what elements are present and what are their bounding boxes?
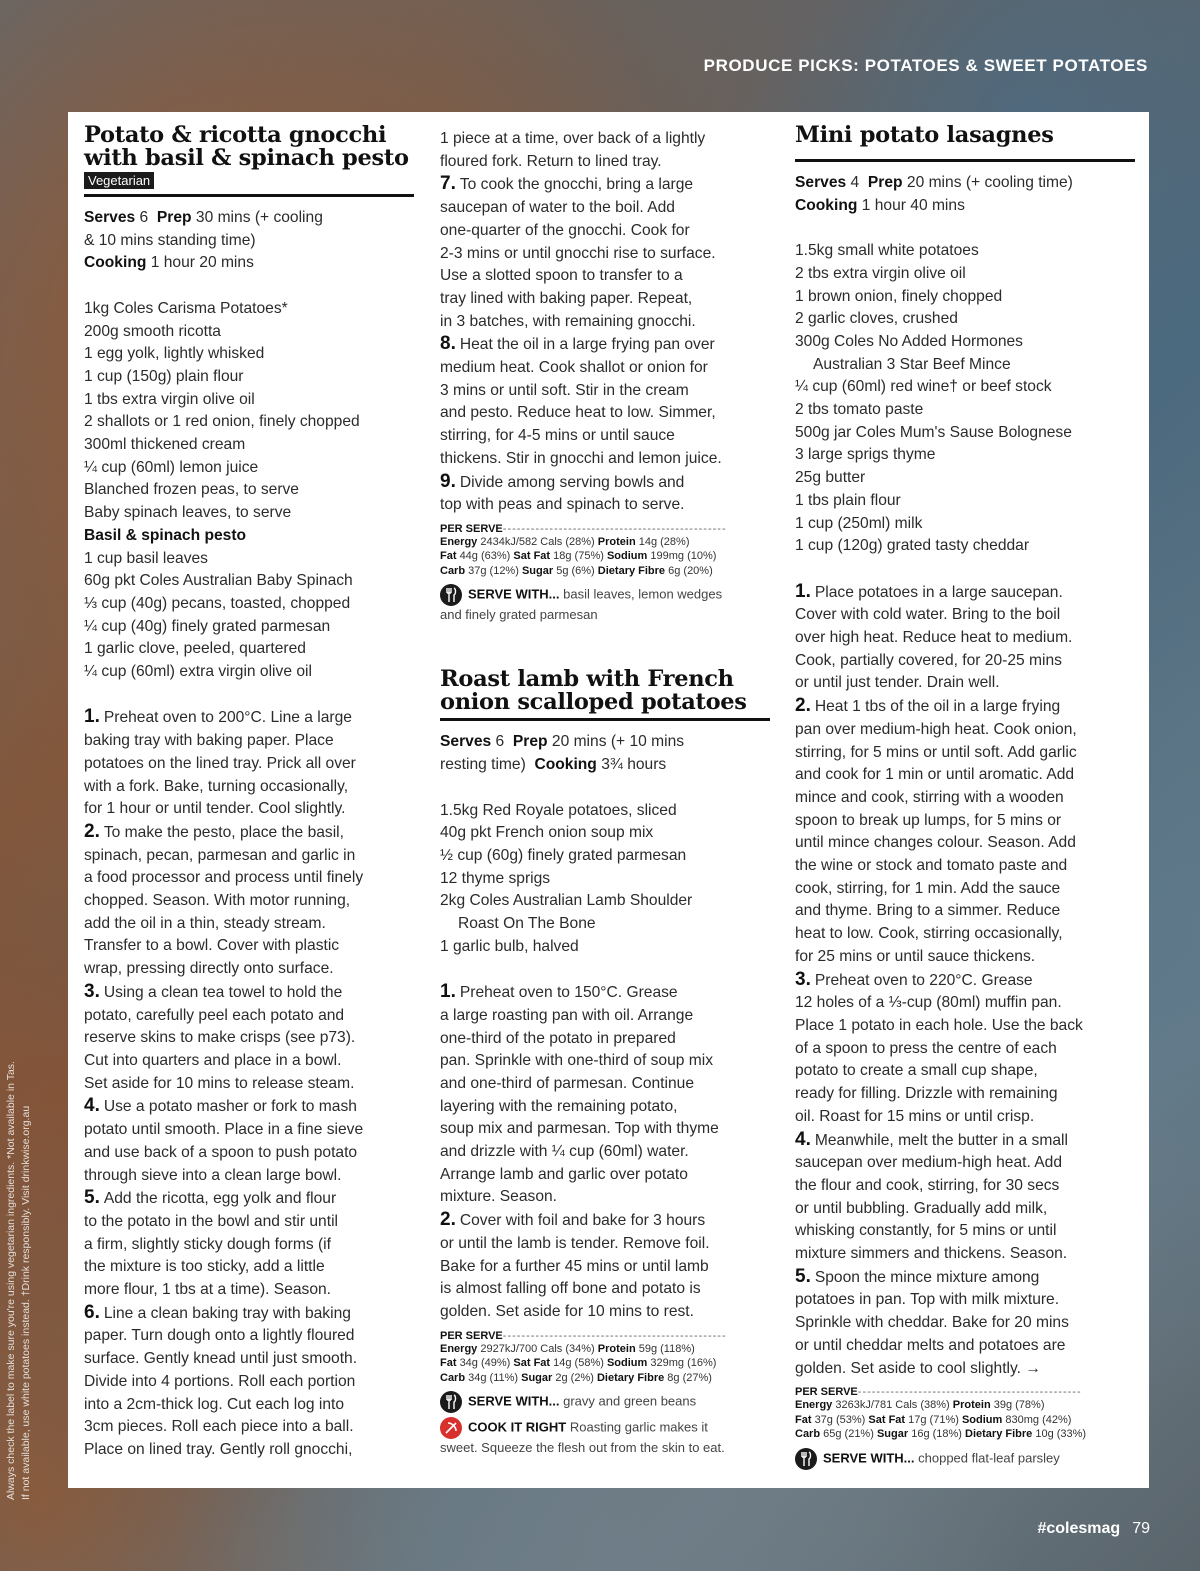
per-serve-heading: PER SERVE------------------------------------------------ <box>440 522 727 535</box>
recipe1-title <box>84 124 414 170</box>
method-line: 5. Add the ricotta, egg yolk and flour <box>84 1187 337 1209</box>
ingredient: 1 tbs plain flour <box>795 491 901 509</box>
ingredient: 1 cup (150g) plain flour <box>84 367 244 385</box>
method-line: baking tray with baking paper. Place <box>84 732 334 750</box>
method-line: 1. Preheat oven to 150°C. Grease <box>440 981 678 1003</box>
method-line: thickens. Stir in gnocchi and lemon juice. <box>440 449 722 467</box>
ingredient: 3 large sprigs thyme <box>795 446 936 464</box>
recipe3-serve-with: SERVE WITH... chopped flat-leaf parsley <box>795 1448 1135 1470</box>
method-line: potatoes on the lined tray. Prick all over <box>84 754 356 772</box>
ingredient: 25g butter <box>795 469 866 487</box>
method-line: mixture simmers and thickens. Season. <box>795 1245 1068 1263</box>
method-line: saucepan of water to the boil. Add <box>440 199 675 217</box>
method-line: 2. Heat 1 tbs of the oil in a large frying <box>795 695 1061 717</box>
ingredient: ¼ cup (60ml) lemon juice <box>84 458 259 476</box>
recipe2-nutrition <box>440 1330 770 1386</box>
side-footnote <box>4 900 34 1500</box>
side-footnote-line2: If not available, use white potatoes instead. †Drink responsibly. Visit drinkwise.org.au <box>20 1105 32 1500</box>
method-line: 1. Place potatoes in a large saucepan. <box>795 580 1063 602</box>
recipe2-meta-1: Serves 6 Prep 20 mins (+ 10 mins <box>440 733 685 751</box>
recipe3-title-rule <box>795 159 1135 162</box>
page-number: 79 <box>1132 1520 1150 1537</box>
recipe1-ingredients <box>84 298 414 684</box>
method-line: one-third of the potato in prepared <box>440 1029 676 1047</box>
method-line: the wine or stock and tomato paste and <box>795 857 1068 875</box>
method-line: pan over medium-high heat. Cook onion, <box>795 720 1077 738</box>
method-line: add the oil in a thin, steady stream. <box>84 914 326 932</box>
recipe1-title-line2: with basil & spinach pesto <box>84 145 409 171</box>
method-line: for 1 hour or until tender. Cool slightly. <box>84 800 346 818</box>
cook-it-right-icon <box>440 1417 462 1439</box>
nutrition-line: Carb 34g (11%) Sugar 2g (2%) Dietary Fibre 8g (27%) <box>440 1371 712 1384</box>
method-line: 8. Heat the oil in a large frying pan over <box>440 333 715 355</box>
method-line: potatoes in pan. Top with milk mixture. <box>795 1291 1060 1309</box>
recipe2-title-rule <box>440 718 770 721</box>
recipe3-ingredients <box>795 240 1135 558</box>
ingredient: Australian 3 Star Beef Mince <box>813 355 1011 373</box>
method-line: potato, carefully peel each potato and <box>84 1006 345 1024</box>
recipe1-nutrition <box>440 523 770 579</box>
method-line: 4. Meanwhile, melt the butter in a small <box>795 1128 1068 1150</box>
method-line: Cover with cold water. Bring to the boil <box>795 606 1061 624</box>
method-line: 6. Line a clean baking tray with baking <box>84 1301 351 1323</box>
method-line: Transfer to a bowl. Cover with plastic <box>84 937 340 955</box>
ingredient: 2 garlic cloves, crushed <box>795 310 958 328</box>
recipe2-method <box>440 981 770 1324</box>
page-footer <box>1037 1520 1150 1538</box>
method-line: 5. Spoon the mince mixture among <box>795 1265 1040 1287</box>
method-line: saucepan over medium-high heat. Add <box>795 1154 1062 1172</box>
method-line: or until just tender. Drain well. <box>795 674 1000 692</box>
method-line: or until the lamb is tender. Remove foil. <box>440 1234 710 1252</box>
method-line: pan. Sprinkle with one-third of soup mix <box>440 1052 714 1070</box>
method-line: stirring, for 4-5 mins or until sauce <box>440 427 675 445</box>
per-serve-heading: PER SERVE------------------------------------------------ <box>795 1386 1082 1399</box>
method-line: Cut into quarters and place in a bowl. <box>84 1051 342 1069</box>
nutrition-line: Carb 37g (12%) Sugar 5g (6%) Dietary Fibre 6g (20%) <box>440 564 713 577</box>
recipe1-title-rule <box>84 194 414 197</box>
recipe2-title <box>440 668 770 714</box>
ingredient: 1 egg yolk, lightly whisked <box>84 345 265 363</box>
method-line: is almost falling off bone and potato is <box>440 1280 701 1298</box>
method-line: 1 piece at a time, over back of a lightly <box>440 130 706 147</box>
ingredient: 2 tbs extra virgin olive oil <box>795 264 966 282</box>
ingredient: 40g pkt French onion soup mix <box>440 824 654 842</box>
method-line: 7. To cook the gnocchi, bring a large <box>440 173 694 195</box>
method-line: 12 holes of a ⅓-cup (80ml) muffin pan. <box>795 994 1062 1012</box>
pesto-heading: Basil & spinach pesto <box>84 526 247 544</box>
ingredient: 1.5kg small white potatoes <box>795 242 979 260</box>
method-line: paper. Turn dough onto a lightly floured <box>84 1327 355 1345</box>
recipe3-meta-1: Serves 4 Prep 20 mins (+ cooling time) <box>795 174 1073 191</box>
method-line: more flour, 1 tbs at a time). Season. <box>84 1281 332 1299</box>
ingredient: ¼ cup (40g) finely grated parmesan <box>84 617 331 635</box>
nutrition-line: Carb 65g (21%) Sugar 16g (18%) Dietary Fibre 10g (33%) <box>795 1428 1087 1441</box>
method-line: oil. Roast for 15 mins or until crisp. <box>795 1107 1035 1125</box>
method-line: Arrange lamb and garlic over potato <box>440 1165 688 1183</box>
method-line: soup mix and parmesan. Top with thyme <box>440 1120 719 1138</box>
column-1 <box>84 124 414 1462</box>
method-line: and use back of a spoon to push potato <box>84 1143 358 1161</box>
method-line: mixture. Season. <box>440 1188 558 1206</box>
method-line: 4. Use a potato masher or fork to mash <box>84 1095 357 1117</box>
method-line: golden. Set aside to cool slightly. → <box>795 1359 1041 1377</box>
method-line: Use a slotted spoon to transfer to a <box>440 267 683 285</box>
column-2 <box>440 128 770 1457</box>
ingredient: Baby spinach leaves, to serve <box>84 504 292 522</box>
ingredient: 1 garlic clove, peeled, quartered <box>84 640 306 658</box>
column-3 <box>795 124 1135 1470</box>
vegetarian-badge: Vegetarian <box>84 172 154 189</box>
method-line: 3 mins or until soft. Stir in the cream <box>440 381 689 399</box>
recipe2-title-line2: onion scalloped potatoes <box>440 689 747 716</box>
method-line: 3cm pieces. Roll each piece into a ball. <box>84 1418 354 1436</box>
method-line: with a fork. Bake, turning occasionally, <box>84 777 349 795</box>
method-line: wrap, pressing directly onto surface. <box>84 960 334 978</box>
method-line: spinach, pecan, parmesan and garlic in <box>84 846 356 864</box>
method-line: Sprinkle with cheddar. Bake for 20 mins <box>795 1314 1069 1332</box>
ingredient: 1kg Coles Carisma Potatoes* <box>84 299 288 317</box>
method-line: 2. Cover with foil and bake for 3 hours <box>440 1209 706 1231</box>
method-line: a large roasting pan with oil. Arrange <box>440 1006 694 1024</box>
recipe1-meta-3: Cooking 1 hour 20 mins <box>84 254 254 272</box>
ingredient: 1 tbs extra virgin olive oil <box>84 390 255 408</box>
ingredient: 2 shallots or 1 red onion, finely chopped <box>84 413 360 431</box>
method-line: cook, stirring, for 1 min. Add the sauce <box>795 879 1061 897</box>
ingredient: ¼ cup (60ml) red wine† or beef stock <box>795 378 1052 396</box>
method-line: layering with the remaining potato, <box>440 1097 678 1115</box>
ingredient: 300g Coles No Added Hormones <box>795 332 1023 350</box>
nutrition-line: Energy 2927kJ/700 Cals (34%) Protein 59g (118%) <box>440 1342 695 1355</box>
method-line: potato to create a small cup shape, <box>795 1062 1038 1080</box>
method-line: ready for filling. Drizzle with remaining <box>795 1085 1058 1103</box>
method-line: the flour and cook, stirring, for 30 secs <box>795 1176 1060 1194</box>
recipe2-title-line1: Roast lamb with French <box>440 666 734 693</box>
ingredient: 1.5kg Red Royale potatoes, sliced <box>440 801 677 819</box>
method-line: chopped. Season. With motor running, <box>84 892 351 910</box>
method-line: 3. Using a clean tea towel to hold the <box>84 980 343 1002</box>
method-line: 2. To make the pesto, place the basil, <box>84 820 344 842</box>
method-line: or until cheddar melts and potatoes are <box>795 1336 1066 1354</box>
ingredient: ⅓ cup (40g) pecans, toasted, chopped <box>84 594 351 612</box>
method-line: top with peas and spinach to serve. <box>440 496 685 514</box>
method-line: golden. Set aside for 10 mins to rest. <box>440 1303 694 1320</box>
ingredient: 500g jar Coles Mum's Sause Bolognese <box>795 423 1072 441</box>
method-line: Divide into 4 portions. Roll each portion <box>84 1372 356 1390</box>
recipe2-ingredients <box>440 800 770 959</box>
recipe1-title-line1: Potato & ricotta gnocchi <box>84 122 387 148</box>
method-line: until mince changes colour. Season. Add <box>795 834 1076 852</box>
cutlery-icon <box>795 1448 817 1470</box>
method-line: to the potato in the bowl and stir until <box>84 1212 338 1230</box>
recipe3-meta-2: Cooking 1 hour 40 mins <box>795 196 965 214</box>
method-line: over high heat. Reduce heat to medium. <box>795 629 1073 647</box>
ingredient: 1 cup (250ml) milk <box>795 514 923 532</box>
ingredient: 1 garlic bulb, halved <box>440 937 579 955</box>
method-line: through sieve into a clean large bowl. <box>84 1166 342 1184</box>
ingredient: ¼ cup (60ml) extra virgin olive oil <box>84 663 312 681</box>
method-line: and cook for 1 min or until aromatic. Add <box>795 766 1075 784</box>
recipe3-title: Mini potato lasagnes <box>795 122 1054 148</box>
method-line: 2-3 mins or until gnocchi rise to surface. <box>440 244 716 262</box>
ingredient: Roast On The Bone <box>458 915 596 933</box>
method-line: and pesto. Reduce heat to low. Simmer, <box>440 404 716 422</box>
ingredient: 2kg Coles Australian Lamb Shoulder <box>440 892 693 910</box>
method-line: reserve skins to make crisps (see p73). <box>84 1029 356 1047</box>
recipe-panel <box>68 112 1149 1488</box>
ingredient: 200g smooth ricotta <box>84 322 221 340</box>
method-line: Place 1 potato in each hole. Use the back <box>795 1016 1083 1034</box>
method-line: in 3 batches, with remaining gnocchi. <box>440 312 696 330</box>
method-line: for 25 mins or until sauce thickens. <box>795 947 1036 965</box>
recipe1-serve-with: SERVE WITH... basil leaves, lemon wedges and finely grated parmesan <box>440 584 770 624</box>
method-line: a food processor and process until finely <box>84 869 364 887</box>
recipe1-method <box>84 706 414 1461</box>
method-line: whisking constantly, for 5 mins or until <box>795 1222 1057 1240</box>
method-line: surface. Gently knead until just smooth. <box>84 1350 358 1368</box>
ingredient: ½ cup (60g) finely grated parmesan <box>440 846 687 864</box>
recipe2-serve-with: SERVE WITH... gravy and green beans <box>440 1391 770 1413</box>
cutlery-icon <box>440 584 462 606</box>
method-line: or until bubbling. Gradually add milk, <box>795 1199 1048 1217</box>
method-line: Bake for a further 45 mins or until lamb <box>440 1257 709 1275</box>
serve-with-line2: and finely grated parmesan <box>440 607 598 623</box>
method-line: tray lined with baking paper. Repeat, <box>440 289 693 307</box>
method-line: stirring, for 5 mins or until soft. Add garlic <box>795 743 1077 761</box>
method-line: medium heat. Cook shallot or onion for <box>440 359 708 377</box>
ingredient: 2 tbs tomato paste <box>795 401 924 419</box>
method-line: 1. Preheat oven to 200°C. Line a large <box>84 706 352 728</box>
method-line: the mixture is too sticky, add a little <box>84 1258 325 1276</box>
nutrition-line: Fat 34g (49%) Sat Fat 14g (58%) Sodium 329mg (16%) <box>440 1357 717 1370</box>
ingredient: 12 thyme sprigs <box>440 869 551 887</box>
cook-it-right-line2: sweet. Squeeze the flesh out from the skin to eat. <box>440 1440 725 1456</box>
method-line: spoon to break up lumps, for 5 mins or <box>795 811 1062 829</box>
method-line: Place on lined tray. Gently roll gnocchi, <box>84 1440 353 1458</box>
method-line: and thyme. Bring to a simmer. Reduce <box>795 902 1061 920</box>
method-line: Cook, partially covered, for 20-25 mins <box>795 651 1062 669</box>
section-header: PRODUCE PICKS: POTATOES & SWEET POTATOES <box>703 56 1148 75</box>
hashtag: #colesmag <box>1037 1520 1121 1537</box>
ingredient: 300ml thickened cream <box>84 436 246 454</box>
per-serve-heading: PER SERVE------------------------------------------------ <box>440 1329 727 1342</box>
method-line: 3. Preheat oven to 220°C. Grease <box>795 968 1033 990</box>
method-line: one-quarter of the gnocchi. Cook for <box>440 221 690 239</box>
nutrition-line: Energy 2434kJ/582 Cals (28%) Protein 14g (28%) <box>440 535 690 548</box>
recipe1-method-continued <box>440 128 770 517</box>
method-line: and one-third of parmesan. Continue <box>440 1074 694 1092</box>
recipe1-meta-2: & 10 mins standing time) <box>84 231 256 249</box>
method-line: 9. Divide among serving bowls and <box>440 470 685 492</box>
method-line: of a spoon to press the centre of each <box>795 1039 1057 1057</box>
method-line: potato until smooth. Place in a fine sieve <box>84 1121 364 1139</box>
ingredient: 1 cup (120g) grated tasty cheddar <box>795 537 1030 555</box>
recipe2-meta-2: resting time) Cooking 3¾ hours <box>440 756 667 774</box>
method-line: Set aside for 10 mins to release steam. <box>84 1074 355 1092</box>
method-line: a firm, slightly sticky dough forms (if <box>84 1235 331 1253</box>
method-line: mince and cook, stirring with a wooden <box>795 788 1064 806</box>
method-line: into a 2cm-thick log. Cut each log into <box>84 1395 345 1413</box>
recipe3-nutrition <box>795 1386 1135 1442</box>
nutrition-line: Fat 44g (63%) Sat Fat 18g (75%) Sodium 199mg (10%) <box>440 550 717 563</box>
nutrition-line: Energy 3263kJ/781 Cals (38%) Protein 39g (78%) <box>795 1399 1045 1412</box>
recipe3-method <box>795 581 1135 1381</box>
ingredient: 1 cup basil leaves <box>84 549 208 567</box>
side-footnote-line1: Always check the label to make sure you're using vegetarian ingredients. *Not available in Tas. <box>5 1061 17 1500</box>
nutrition-line: Fat 37g (53%) Sat Fat 17g (71%) Sodium 830mg (42%) <box>795 1413 1072 1426</box>
method-line: and drizzle with ¼ cup (60ml) water. <box>440 1143 689 1161</box>
recipe1-meta-1: Serves 6 Prep 30 mins (+ cooling <box>84 209 323 226</box>
method-line: heat to low. Cook, stirring occasionally, <box>795 925 1063 943</box>
ingredient: 1 brown onion, finely chopped <box>795 287 1003 305</box>
cutlery-icon <box>440 1391 462 1413</box>
recipe2-cook-it-right: COOK IT RIGHT Roasting garlic makes it sweet. Squeeze the flesh out from the skin to eat. <box>440 1417 770 1457</box>
method-line: floured fork. Return to lined tray. <box>440 152 662 170</box>
ingredient: 60g pkt Coles Australian Baby Spinach <box>84 572 353 590</box>
ingredient: Blanched frozen peas, to serve <box>84 481 299 499</box>
